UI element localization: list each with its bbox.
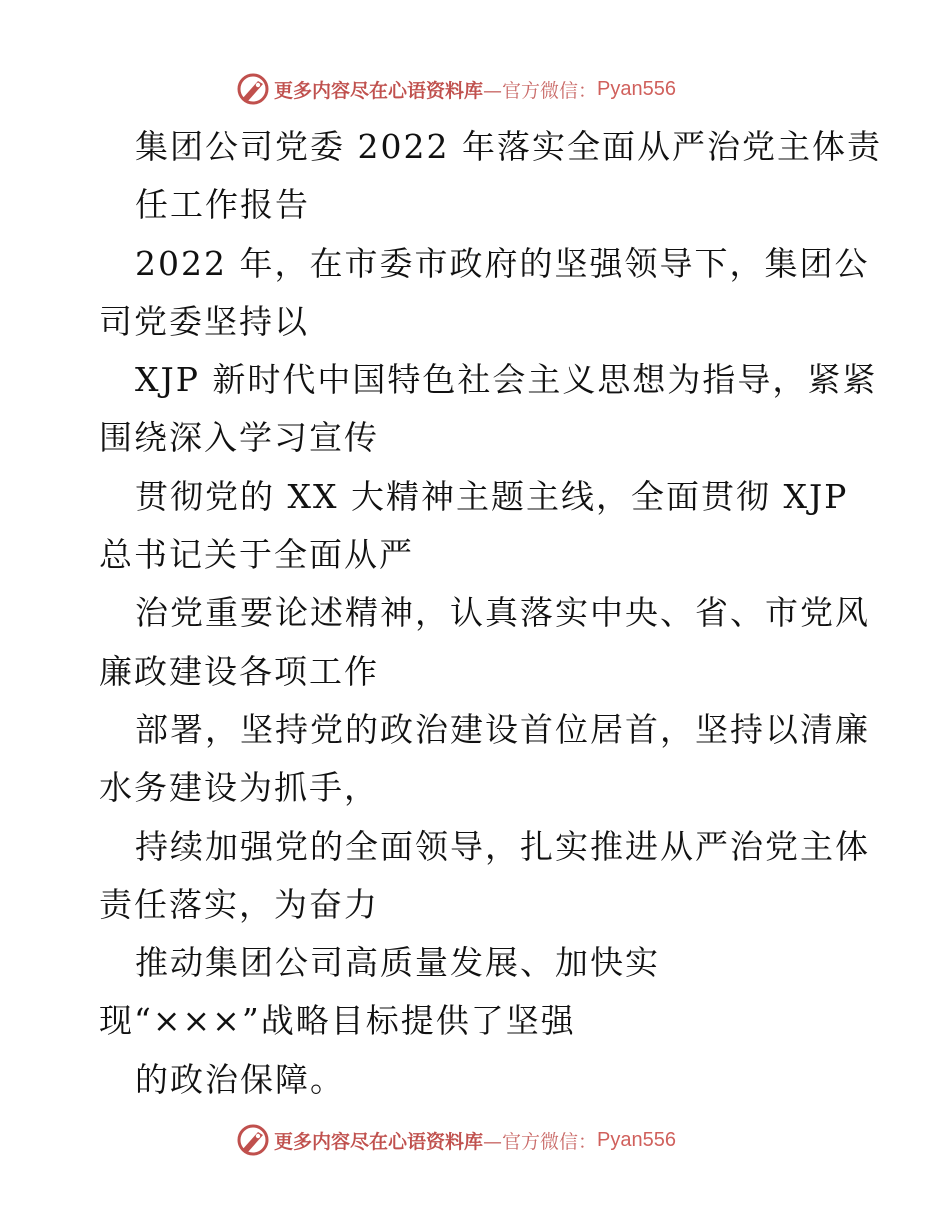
paragraph-line: 总书记关于全面从严 <box>99 535 414 574</box>
watermark-separator-text: —官方微信： <box>483 79 598 102</box>
watermark-wechat-id: Pyan556 <box>597 1128 676 1151</box>
paragraph-line: 围绕深入学习宣传 <box>99 418 379 457</box>
pen-nib-circle-icon <box>236 1123 270 1157</box>
watermark-footer <box>236 1122 676 1158</box>
pen-nib-circle-icon <box>236 72 270 106</box>
paragraph-line: 部署，坚持党的政治建设首位居首，坚持以清廉 <box>135 710 870 749</box>
paragraph-line: XJP 新时代中国特色社会主义思想为指导，紧紧 <box>135 360 878 399</box>
watermark-main-text: 更多内容尽在心语资料库 <box>274 1130 484 1153</box>
paragraph-line: 廉政建设各项工作 <box>99 652 379 691</box>
paragraph-line: 水务建设为抓手， <box>99 768 379 807</box>
paragraph-line: 贯彻党的 XX 大精神主题主线，全面贯彻 XJP <box>135 477 849 516</box>
paragraph-line: 2022 年，在市委市政府的坚强领导下，集团公 <box>135 244 870 283</box>
watermark-main-text: 更多内容尽在心语资料库 <box>274 79 484 102</box>
paragraph-line: 推动集团公司高质量发展、加快实 <box>135 943 660 982</box>
document-title-line-1: 集团公司党委 2022 年落实全面从严治党主体责 <box>135 127 882 166</box>
watermark-separator-text: —官方微信： <box>483 1130 598 1153</box>
document-title-line-2: 任工作报告 <box>135 185 310 224</box>
paragraph-line: 持续加强党的全面领导，扎实推进从严治党主体 <box>135 827 870 866</box>
watermark-header <box>236 71 676 107</box>
paragraph-line: 司党委坚持以 <box>99 302 309 341</box>
paragraph-line: 责任落实，为奋力 <box>99 885 379 924</box>
paragraph-line: 的政治保障。 <box>135 1060 345 1099</box>
paragraph-line: 治党重要论述精神，认真落实中央、省、市党风 <box>135 593 870 632</box>
watermark-wechat-id: Pyan556 <box>597 77 676 100</box>
paragraph-line: 现“×××”战略目标提供了坚强 <box>99 1001 576 1040</box>
